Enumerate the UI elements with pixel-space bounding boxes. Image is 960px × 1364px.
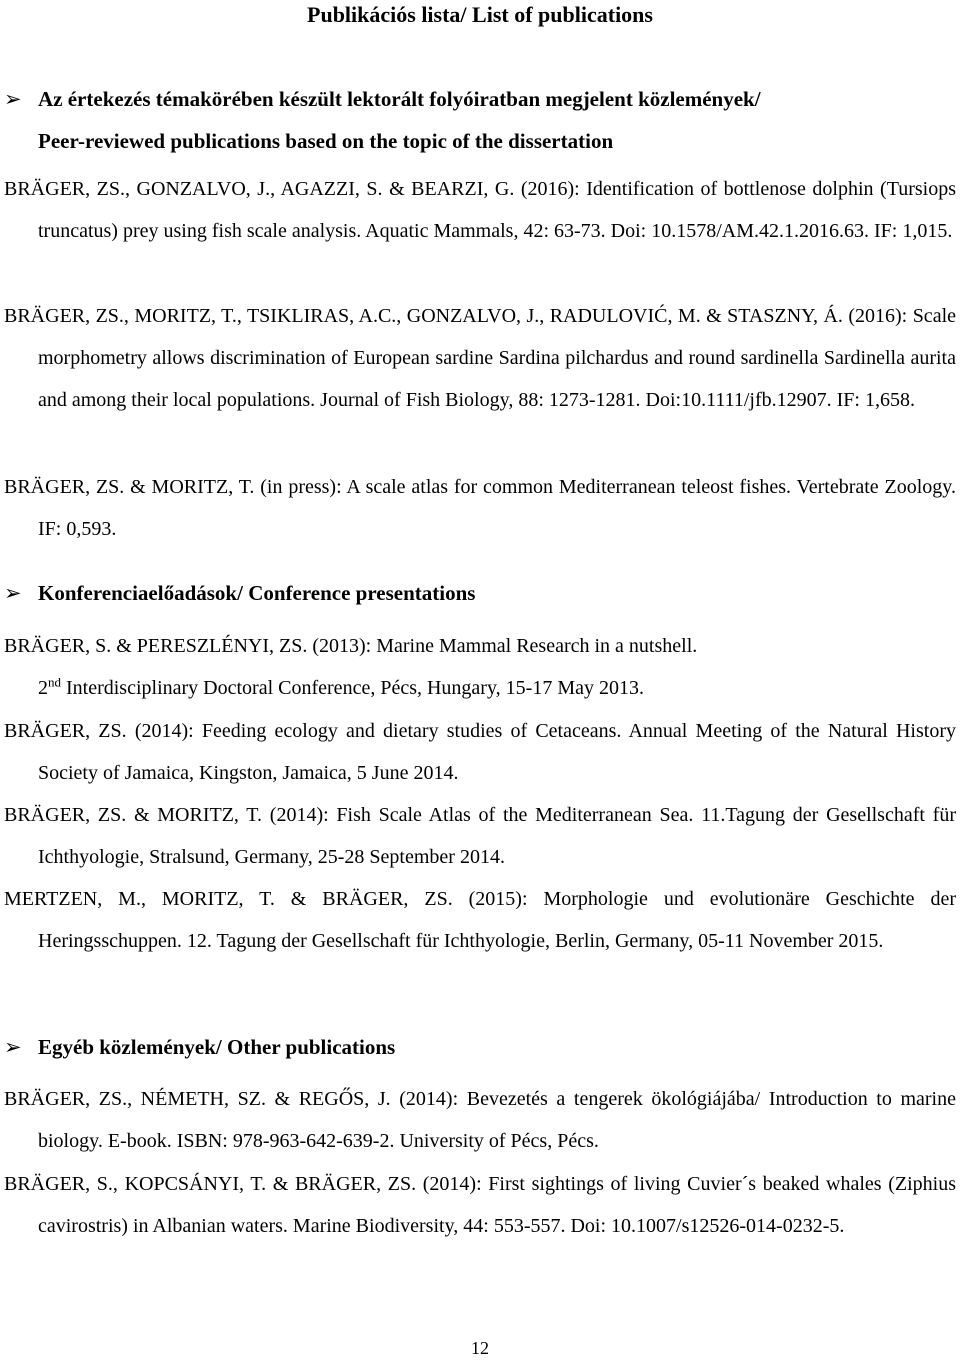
publication-entry	[4, 466, 956, 550]
publication-text: BRÄGER, ZS., MORITZ, T., TSIKLIRAS, A.C., GONZALVO, J., RADULOVIĆ, M. & STASZNY, Á. (2016): Scale morphometry allows discrimination of European sardine Sardina pilchardus and round sardinella Sardinella aurita and among their local populations. Journal of Fish Biology, 88: 1273-1281. Doi:10.1111/jfb.12907. IF: 1,658.	[4, 305, 956, 411]
conference-entry	[4, 625, 956, 709]
page-title: Publikációs lista/ List of publications	[307, 2, 653, 27]
bullet-arrow-icon: ➢	[4, 1035, 22, 1059]
section-heading-conference	[4, 578, 475, 608]
other-publication-entry	[4, 1078, 956, 1162]
conference-text: BRÄGER, ZS. & MORITZ, T. (2014): Fish Scale Atlas of the Mediterranean Sea. 11.Tagung der Gesellschaft für Ichthyologie, Stralsund, Germany, 25-28 September 2014.	[4, 804, 956, 868]
section-heading-en: Peer-reviewed publications based on the topic of the dissertation	[38, 129, 614, 153]
conference-entry	[4, 710, 956, 794]
bullet-arrow-icon: ➢	[4, 87, 22, 111]
publication-entry	[4, 295, 956, 421]
section-heading-hu: Az értekezés témakörében készült lektorált folyóiratban megjelent közlemények/	[38, 87, 761, 111]
conference-text: MERTZEN, M., MORITZ, T. & BRÄGER, ZS. (2015): Morphologie und evolutionäre Geschichte der Heringsschuppen. 12. Tagung der Gesellschaft für Ichthyologie, Berlin, Germany, 05-11 November 2015.	[4, 888, 956, 952]
section-heading-other	[4, 1032, 395, 1062]
conference-entry	[4, 794, 956, 878]
conference-text: BRÄGER, ZS. (2014): Feeding ecology and dietary studies of Cetaceans. Annual Meeting of the Natural History Society of Jamaica, Kingston, Jamaica, 5 June 2014.	[4, 720, 956, 784]
publication-text: BRÄGER, ZS., GONZALVO, J., AGAZZI, S. & BEARZI, G. (2016): Identification of bottlenose dolphin (Tursiops truncatus) prey using fish scale analysis. Aquatic Mammals, 42: 63-73. Doi: 10.1578/AM.42.1.2016.63. IF: 1,015.	[4, 178, 956, 242]
section-heading-text: Konferenciaelőadások/ Conference presentations	[38, 581, 476, 605]
conference-entry	[4, 878, 956, 962]
other-publication-text: BRÄGER, S., KOPCSÁNYI, T. & BRÄGER, ZS. (2014): First sightings of living Cuvier´s beaked whales (Ziphius cavirostris) in Albanian waters. Marine Biodiversity, 44: 553-557. Doi: 10.1007/s12526-014-0232-5.	[4, 1173, 956, 1237]
publication-text: BRÄGER, ZS. & MORITZ, T. (in press): A scale atlas for common Mediterranean teleost fishes. Vertebrate Zoology. IF: 0,593.	[4, 476, 956, 540]
other-publication-entry	[4, 1163, 956, 1247]
bullet-arrow-icon: ➢	[4, 581, 22, 605]
conference-text-line2: 2nd Interdisciplinary Doctoral Conference, Pécs, Hungary, 15-17 May 2013.	[38, 674, 644, 699]
page-number: 12	[471, 1338, 489, 1358]
section-heading-text: Egyéb közlemények/ Other publications	[38, 1035, 396, 1059]
publication-entry	[4, 168, 956, 252]
conference-text: BRÄGER, S. & PERESZLÉNYI, ZS. (2013): Marine Mammal Research in a nutshell.	[4, 635, 698, 657]
section-heading-peer-reviewed	[4, 84, 761, 156]
other-publication-text: BRÄGER, ZS., NÉMETH, SZ. & REGŐS, J. (2014): Bevezetés a tengerek ökológiájába/ Introduction to marine biology. E-book. ISBN: 978-963-642-639-2. University of Pécs, Pécs.	[4, 1088, 956, 1152]
